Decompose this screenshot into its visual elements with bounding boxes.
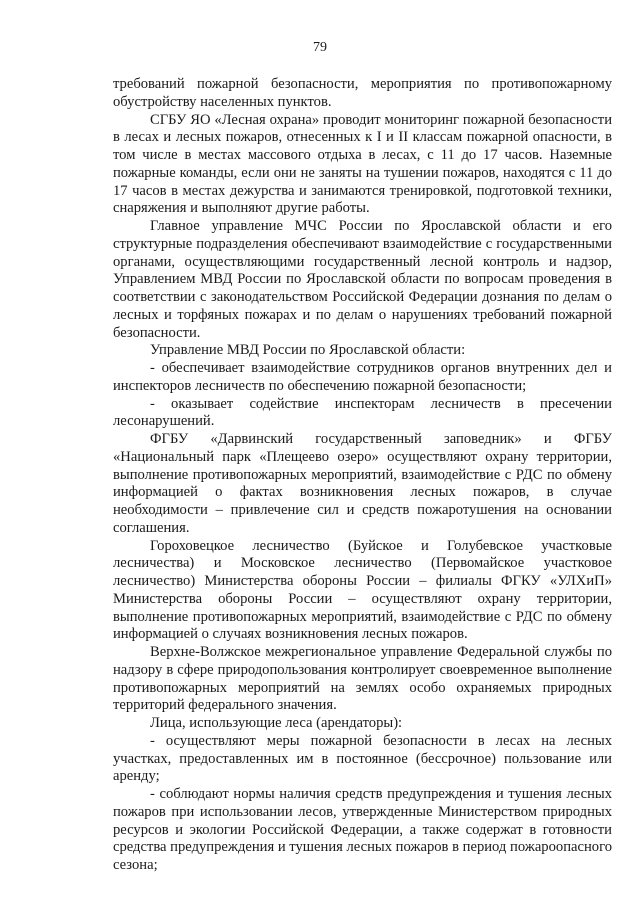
paragraph-rosprirodnadzor: Верхне-Волжское межрегиональное управление Федеральной службы по надзору в сфере природопользования контролирует своевременное выполнение противопожарных мероприятий на землях особо охраняемых природных территорий федерального значения. xyxy=(113,644,612,714)
list-item-mvd-assistance: - оказывает содействие инспекторам лесничеств в пресечении лесонарушений. xyxy=(113,395,612,430)
paragraph-mvd-heading: Управление МВД России по Ярославской области: xyxy=(150,342,466,359)
paragraph-fire-safety-continuation: требований пожарной безопасности, мероприятия по противопожарному обустройству населенных пунктов. xyxy=(113,76,612,110)
paragraph-forest-guard: СГБУ ЯО «Лесная охрана» проводит мониторинг пожарной безопасности в лесах и лесных пожаров, отнесенных к I и II классам пожарной опасности, в том числе в местах массового отдыха в лесах, с 11 до 17 часов. Наземные пожарные команды, если они не заняты на тушении пожаров, находятся с 11 до 17 часов в местах дежурства и занимаются тренировкой, подготовкой техники, снаряжения и выполняют другие работы. xyxy=(113,111,612,217)
document-body xyxy=(113,76,612,875)
list-item-forest-users-measures: - осуществляют меры пожарной безопасности в лесах на лесных участках, предоставленных им в постоянное (бессрочное) пользование или аренду; xyxy=(113,732,612,785)
list-item-mvd-cooperation: - обеспечивает взаимодействие сотрудников органов внутренних дел и инспекторов лесничеств по обеспечению пожарной безопасности; xyxy=(113,360,612,394)
paragraph-defense-forestries: Гороховецкое лесничество (Буйское и Голубевское участковые лесничества) и Московское лесничество (Первомайское участковое лесничество) Министерства обороны России – филиалы ФГКУ «УЛХиП» Министерства обороны России – осуществляют охрану территории, выполнение противопожарных мероприятий, взаимодействие с РДС по обмену информацией о случаях возникновения лесных пожаров. xyxy=(113,537,612,643)
paragraph-mchs: Главное управление МЧС России по Ярославской области и его структурные подразделения обеспечивают взаимодействие с государственными органами, осуществляющими государственный лесной контроль и надзор, Управлением МВД России по Ярославской области по вопросам проведения в соответствии с законодательством Российской Федерации дознания по делам о лесных и торфяных пожарах и по делам о нарушениях требований пожарной безопасности. xyxy=(113,218,612,341)
paragraph-reserves: ФГБУ «Дарвинский государственный заповедник» и ФГБУ «Национальный парк «Плещеево озеро» осуществляют охрану территории, выполнение противопожарных мероприятий, взаимодействие с РДС по обмену информацией о фактах возникновения лесных пожаров, в случае необходимости – привлечение сил и средств пожаротушения на основании соглашения. xyxy=(113,431,612,536)
paragraph-forest-users-heading: Лица, использующие леса (арендаторы): xyxy=(150,715,403,731)
list-item-forest-users-norms: - соблюдают нормы наличия средств предупреждения и тушения лесных пожаров при использовании лесов, утвержденные Министерством природных ресурсов и экологии Российской Федерации, а также содержат в готовности средства предупреждения и тушения лесных пожаров в период пожароопасного сезона; xyxy=(113,786,612,873)
page-number: 79 xyxy=(313,40,327,55)
